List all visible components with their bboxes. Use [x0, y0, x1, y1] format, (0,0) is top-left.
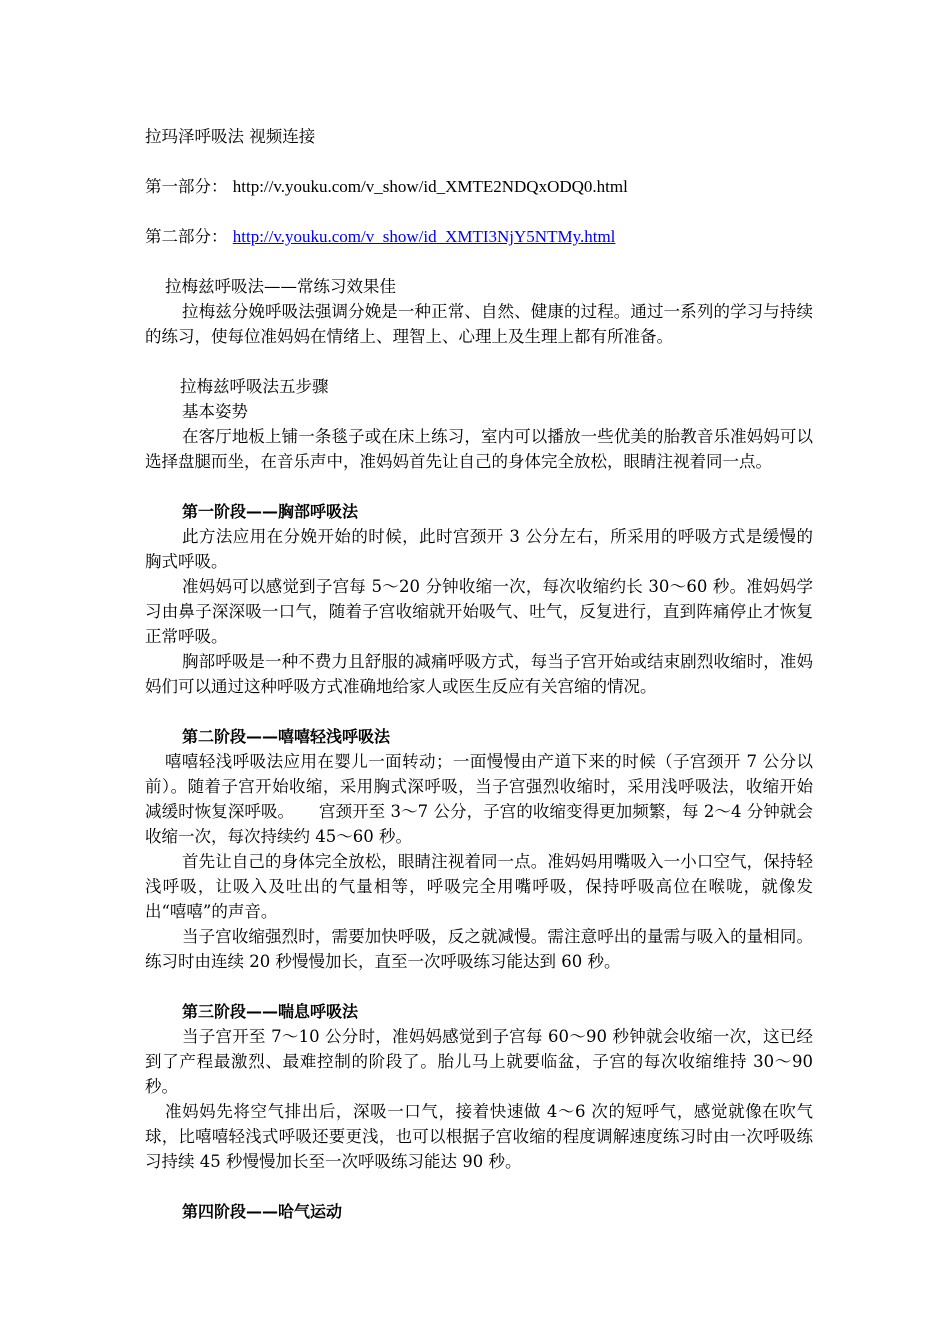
stage1-paragraph-1: 此方法应用在分娩开始的时候，此时宫颈开 3 公分左右，所采用的呼吸方式是缓慢的胸式呼吸。 [145, 527, 813, 571]
posture-paragraph: 在客厅地板上铺一条毯子或在床上练习，室内可以播放一些优美的胎教音乐准妈妈可以选择盘腿而坐，在音乐声中，准妈妈首先让自己的身体完全放松，眼睛注视着同一点。 [145, 427, 813, 471]
part1-line [145, 174, 628, 199]
stage3-paragraph-1: 当子宫开至 7～10 公分时，准妈妈感觉到子宫每 60～90 秒钟就会收缩一次，这已经到了产程最激烈、最难控制的阶段了。胎儿马上就要临盆，子宫的每次收缩维持 30～90 秒。 [145, 1027, 813, 1096]
stage2-paragraph-2: 首先让自己的身体完全放松，眼睛注视着同一点。准妈妈用嘴吸入一小口空气，保持轻浅呼吸，让吸入及吐出的气量相等，呼吸完全用嘴呼吸，保持呼吸高位在喉咙，就像发出“嘻嘻”的声音。 [145, 852, 813, 921]
part2-line [145, 224, 615, 249]
stage4-title: 第四阶段——哈气运动 [182, 1202, 343, 1221]
posture-title: 基本姿势 [182, 402, 248, 421]
part1-label: 第一部分： [145, 177, 228, 196]
stage1-paragraph-3: 胸部呼吸是一种不费力且舒服的减痛呼吸方式，每当子宫开始或结束剧烈收缩时，准妈妈们可以通过这种呼吸方式准确地给家人或医生反应有关宫缩的情况。 [145, 652, 813, 696]
part2-link[interactable]: http://v.youku.com/v_show/id_XMTI3NjY5NTMy.html [232, 227, 616, 246]
stage2-paragraph-1: 嘻嘻轻浅呼吸法应用在婴儿一面转动；一面慢慢由产道下来的时候（子宫颈开 7 公分以前）。随着子宫开始收缩，采用胸式深呼吸，当子宫强烈收缩时，采用浅呼吸法，收缩开始减缓时恢复深呼吸。 宫颈开至 3～7 公分，子宫的收缩变得更加频繁，每 2～4 分钟就会收缩一次，每次持续约 45～60 秒。 [145, 752, 813, 846]
video-links-title: 拉玛泽呼吸法 视频连接 [145, 127, 316, 146]
intro-heading: 拉梅兹呼吸法——常练习效果佳 [165, 277, 396, 296]
stage3-title: 第三阶段——喘息呼吸法 [182, 1002, 359, 1021]
intro-paragraph: 拉梅兹分娩呼吸法强调分娩是一种正常、自然、健康的过程。通过一系列的学习与持续的练习，使每位准妈妈在情绪上、理智上、心理上及生理上都有所准备。 [145, 302, 813, 346]
stage3-paragraph-2: 准妈妈先将空气排出后，深吸一口气，接着快速做 4～6 次的短呼气，感觉就像在吹气球，比嘻嘻轻浅式呼吸还要更浅，也可以根据子宫收缩的程度调解速度练习时由一次呼吸练习持续 45 秒慢慢加长至一次呼吸练习能达 90 秒。 [145, 1102, 813, 1171]
steps-title: 拉梅兹呼吸法五步骤 [180, 377, 329, 396]
stage2-paragraph-3: 当子宫收缩强烈时，需要加快呼吸，反之就减慢。需注意呼出的量需与吸入的量相同。练习时由连续 20 秒慢慢加长，直至一次呼吸练习能达到 60 秒。 [145, 927, 813, 971]
stage2-title: 第二阶段——嘻嘻轻浅呼吸法 [182, 727, 391, 746]
stage1-title: 第一阶段——胸部呼吸法 [182, 502, 359, 521]
part1-url[interactable]: http://v.youku.com/v_show/id_XMTE2NDQxODQ0.html [232, 177, 628, 196]
part2-label: 第二部分： [145, 227, 228, 246]
stage1-paragraph-2: 准妈妈可以感觉到子宫每 5～20 分钟收缩一次，每次收缩约长 30～60 秒。准妈妈学习由鼻子深深吸一口气，随着子宫收缩就开始吸气、吐气，反复进行，直到阵痛停止才恢复正常呼吸。 [145, 577, 813, 646]
